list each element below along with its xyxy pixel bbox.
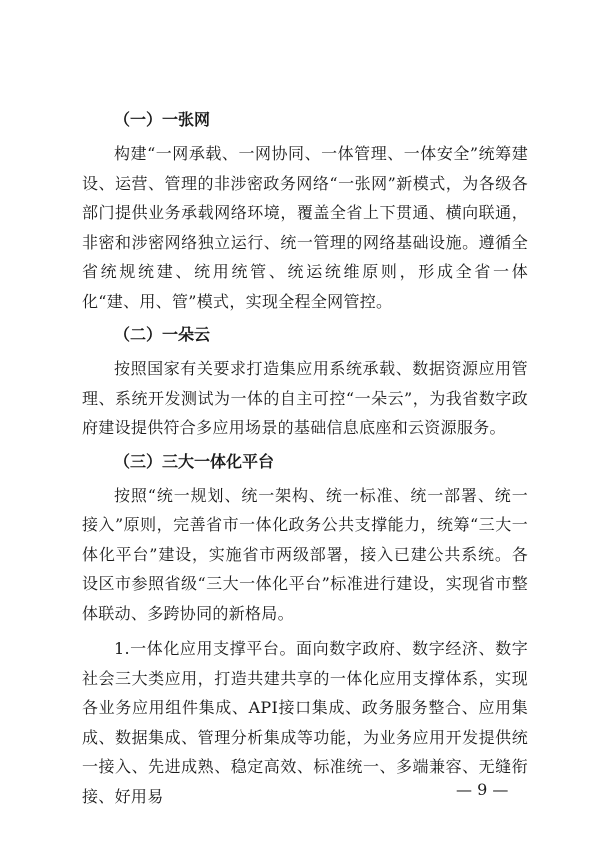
paragraph-cloud: 按照国家有关要求打造集应用系统承载、数据资源应用管理、系统开发测试为一体的自主可控“一朵云”，为我省数字政府建设提供符合多应用场景的基础信息底座和云资源服务。 [82, 359, 528, 437]
section-heading-network: （一）一张网 [114, 110, 211, 129]
section-heading-platforms: （三）三大一体化平台 [114, 451, 275, 471]
paragraph-network: 构建“一网承载、一网协同、一体管理、一体安全”统筹建设、运营、管理的非涉密政务网络“一张网”新模式，为各级各部门提供业务承载网络环境，覆盖全省上下贯通、横向联通，非密和涉密网络独立运行、统一管理的网络基础设施。遵循全省统规统建、统用统管、统运统维原则，形成全省一体化“建、用、管”模式，实现全程全网管控。 [82, 144, 528, 311]
page-number: — 9 — [456, 780, 509, 799]
document-body [82, 107, 528, 817]
paragraph-platforms-principles: 按照“统一规划、统一架构、统一标准、统一部署、统一接入”原则，完善省市一体化政务公共支撑能力，统筹“三大一体化平台”建设，实施省市两级部署，接入已建公共系统。各设区市参照省级“三大一体化平台”标准进行建设，实现省市整体联动、多跨协同的新格局。 [82, 485, 528, 623]
paragraph-app-support-platform: 1.一体化应用支撑平台。面向数字政府、数字经济、数字社会三大类应用，打造共建共享的一体化应用支撑体系，实现各业务应用组件集成、API接口集成、政务服务整合、应用集成、数据集成、管理分析集成等功能，为业务应用开发提供统一接入、先进成熟、稳定高效、标准统一、多端兼容、无缝衔接、好用易 [82, 639, 528, 806]
section-heading-cloud: （二）一朵云 [114, 325, 211, 344]
